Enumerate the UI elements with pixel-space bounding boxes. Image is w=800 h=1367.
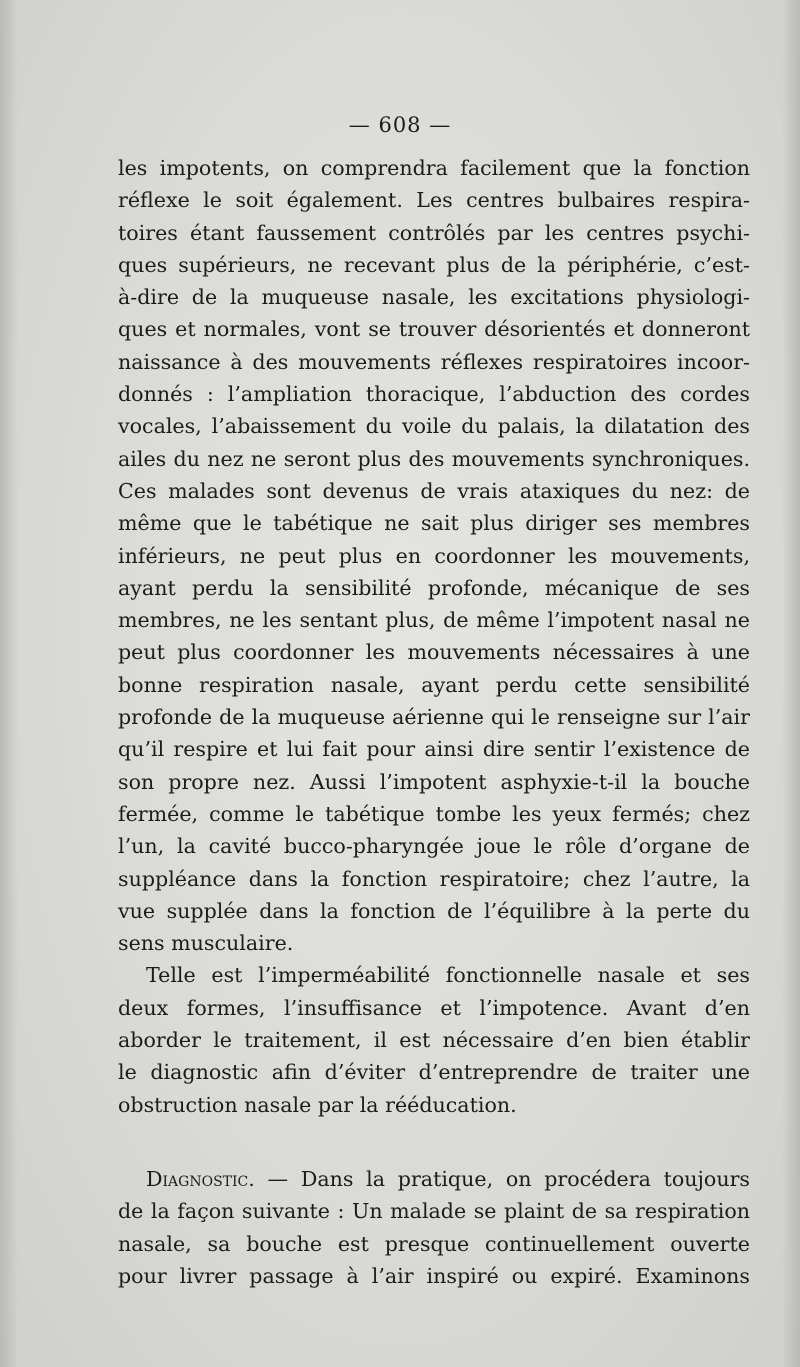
text-line: réflexe le soit également. Les centres bulbaires respira- — [118, 188, 750, 213]
text-line — [118, 1163, 750, 1195]
text-line: suppléance dans la fonction respiratoire; chez l’autre, la — [118, 866, 750, 891]
text-line: vocales, l’abaissement du voile du palais, la dilatation des — [118, 414, 750, 439]
text-line: nasale, sa bouche est presque continuellement ouverte — [118, 1231, 750, 1256]
paragraph-gap — [118, 1121, 750, 1163]
page-edge-shadow-left — [0, 0, 18, 1367]
text-line: pour livrer passage à l’air inspiré ou expiré. Examinons — [118, 1263, 750, 1288]
text-line: le diagnostic afin d’éviter d’entreprendre de traiter une — [118, 1060, 750, 1085]
text-line: l’un, la cavité bucco-pharyngée joue le rôle d’organe de — [118, 834, 750, 859]
text-line: à-dire de la muqueuse nasale, les excitations physiologi- — [118, 285, 750, 310]
text-line: aborder le traitement, il est nécessaire d’en bien établir — [118, 1028, 750, 1053]
text-line: son propre nez. Aussi l’impotent asphyxie-t-il la bouche — [118, 769, 750, 794]
text-line: peut plus coordonner les mouvements nécessaires à une — [118, 640, 750, 665]
text-line: les impotents, on comprendra facilement que la fonction — [118, 156, 750, 180]
text-line: ques et normales, vont se trouver désorientés et donneront — [118, 317, 750, 342]
text-line: qu’il respire et lui fait pour ainsi dire sentir l’existence de — [118, 737, 750, 762]
text-line: sens musculaire. — [118, 931, 294, 956]
text-line: obstruction nasale par la rééducation. — [118, 1092, 517, 1117]
body-text — [118, 152, 750, 1292]
text-line: ques supérieurs, ne recevant plus de la périphérie, c’est- — [118, 252, 750, 277]
text-line: toires étant faussement contrôlés par les centres psychi- — [118, 220, 750, 245]
paragraph-2 — [118, 959, 750, 1120]
text-line: membres, ne les sentant plus, de même l’impotent nasal ne — [118, 608, 750, 633]
text-line: donnés : l’ampliation thoracique, l’abduction des cordes — [118, 382, 750, 407]
section-heading: Diagnostic. — [146, 1166, 255, 1191]
text-line: deux formes, l’insuffisance et l’impotence. Avant d’en — [118, 995, 750, 1020]
text-line: inférieurs, ne peut plus en coordonner les mouvements, — [118, 543, 750, 568]
text-line: bonne respiration nasale, ayant perdu cette sensibilité — [118, 672, 750, 697]
text-line: fermée, comme le tabétique tombe les yeux fermés; chez — [118, 801, 750, 826]
paragraph-1 — [118, 152, 750, 959]
text-line: profonde de la muqueuse aérienne qui le renseigne sur l’air — [118, 705, 750, 730]
text-line: de la façon suivante : Un malade se plaint de sa respiration — [118, 1199, 750, 1224]
text-line: même que le tabétique ne sait plus diriger ses membres — [118, 511, 750, 536]
heading-line-rest: — Dans la pratique, on procédera toujours — [254, 1166, 750, 1191]
page-number: — 608 — — [348, 113, 452, 137]
text-line: ayant perdu la sensibilité profonde, mécanique de ses — [118, 575, 750, 600]
paragraph-3 — [118, 1163, 750, 1292]
text-line: naissance à des mouvements réflexes respiratoires incoor- — [118, 349, 750, 374]
page-edge-shadow-right — [782, 0, 800, 1367]
text-line: vue supplée dans la fonction de l’équilibre à la perte du — [118, 898, 750, 923]
text-line: ailes du nez ne seront plus des mouvements synchroniques. — [118, 446, 750, 471]
text-line: Ces malades sont devenus de vrais ataxiques du nez: de — [118, 478, 750, 503]
text-line: Telle est l’imperméabilité fonctionnelle nasale et ses — [146, 963, 750, 988]
